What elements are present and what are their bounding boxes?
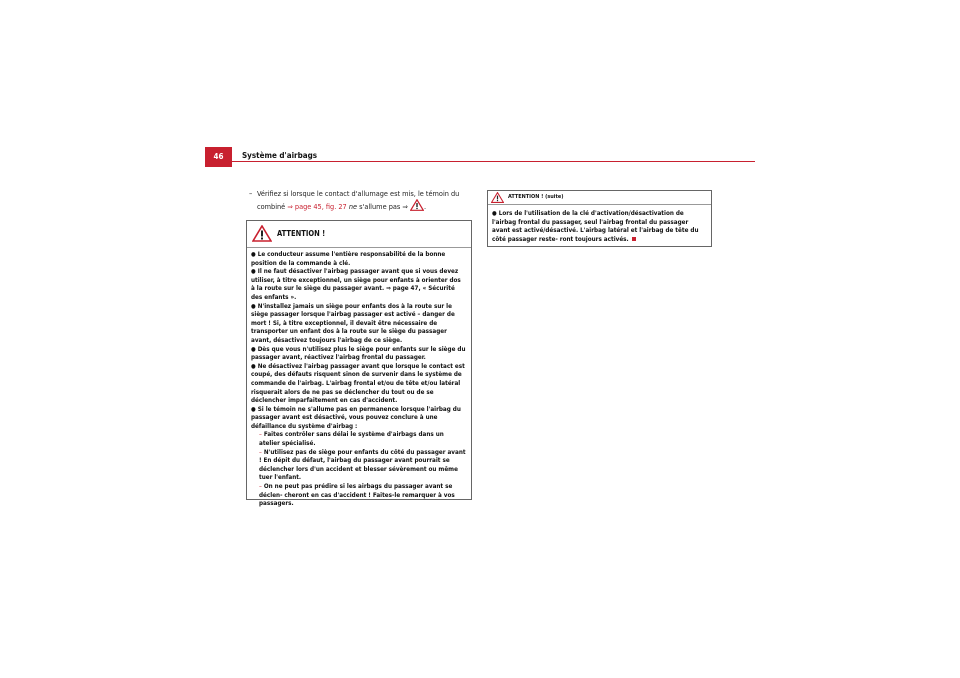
warning-item: ● Dès que vous n'utilisez plus le siège pour enfants sur le siège du passager avant, réactivez l'airbag frontal du passager.	[251, 345, 466, 362]
warning-sub-item: – Faites contrôler sans délai le système d'airbags dans un atelier spécialisé.	[259, 431, 444, 448]
warning-item: ● Si le témoin ne s'allume pas en permanence lorsque l'airbag du passager avant est désactivé, vous pouvez conclure à une défaillance du système d'airbag :	[251, 405, 461, 430]
warning-header	[488, 191, 711, 205]
warning-title: ATTENTION ! (suite)	[508, 194, 564, 200]
warning-item: ● Le conducteur assume l'entière responsabilité de la bonne position de la commande à clé.	[251, 251, 446, 267]
warning-title: ATTENTION !	[277, 229, 326, 238]
warning-item: ● Ne désactivez l'airbag passager avant que lorsque le contact est coupé, des défauts risquent sinon de survenir dans le système de commande de l'airbag. L'airbag frontal et/ou de tête et/ou latéral risquerait alors de ne pas se déclencher du tout ou de se déclencher imparfaitement en cas d'accident.	[251, 362, 465, 405]
warning-sub-item: – On ne peut pas prédire si les airbags du passager avant se déclen- cheront en cas d'accident ! Faites-le remarquer à vos passagers.	[259, 483, 455, 508]
step-dash: –	[249, 189, 253, 198]
page-reference-link[interactable]: ⇒ page 45, fig. 27	[287, 202, 347, 212]
warning-item: ● Il ne faut désactiver l'airbag passager avant que si vous devez utiliser, à titre exceptionnel, un siège pour enfants à orienter dos à la route sur le siège du passager avant. ⇒ page 47, « Sécurité des enfants ».	[251, 268, 461, 301]
end-of-section-icon	[632, 237, 636, 241]
step-text-end: s'allume pas ⇒	[357, 202, 410, 212]
warning-box-continued	[487, 190, 712, 247]
instruction-step	[249, 189, 479, 212]
warning-triangle-icon	[252, 225, 272, 242]
step-text: Vérifiez si lorsque le contact d'allumage est mis, le témoin du combiné	[257, 189, 460, 212]
warning-triangle-icon[interactable]	[410, 199, 427, 212]
warning-triangle-icon	[491, 192, 504, 203]
step-period: .	[423, 202, 427, 212]
header-rule	[205, 161, 755, 162]
section-title: Système d'airbags	[242, 151, 318, 160]
warning-header	[247, 221, 471, 248]
page-number: 46	[205, 147, 232, 167]
warning-item: ● N'installez jamais un siège pour enfants dos à la route sur le siège passager lorsque l'airbag passager est activé – danger de mort ! Si, à titre exceptionnel, il devait être nécessaire de transporter un enfant dos à la route sur le siège du passager avant, désactivez toujours l'airbag de ce siège.	[251, 302, 455, 344]
step-emphasis: ne	[346, 202, 358, 212]
warning-sub-item: – N'utilisez pas de siège pour enfants du côté du passager avant ! En dépit du défaut, l'airbag du passager avant pourrait se déclencher lors d'un accident et blesser sévèrement ou même tuer l'enfant.	[259, 448, 466, 482]
warning-item: ● Lors de l'utilisation de la clé d'activation/désactivation de l'airbag frontal du passager, seul l'airbag frontal du passager avant est activé/désactivé. L'airbag latéral et l'airbag de tête du côté passager reste- ront toujours activés.	[492, 210, 699, 243]
warning-box	[246, 220, 472, 508]
